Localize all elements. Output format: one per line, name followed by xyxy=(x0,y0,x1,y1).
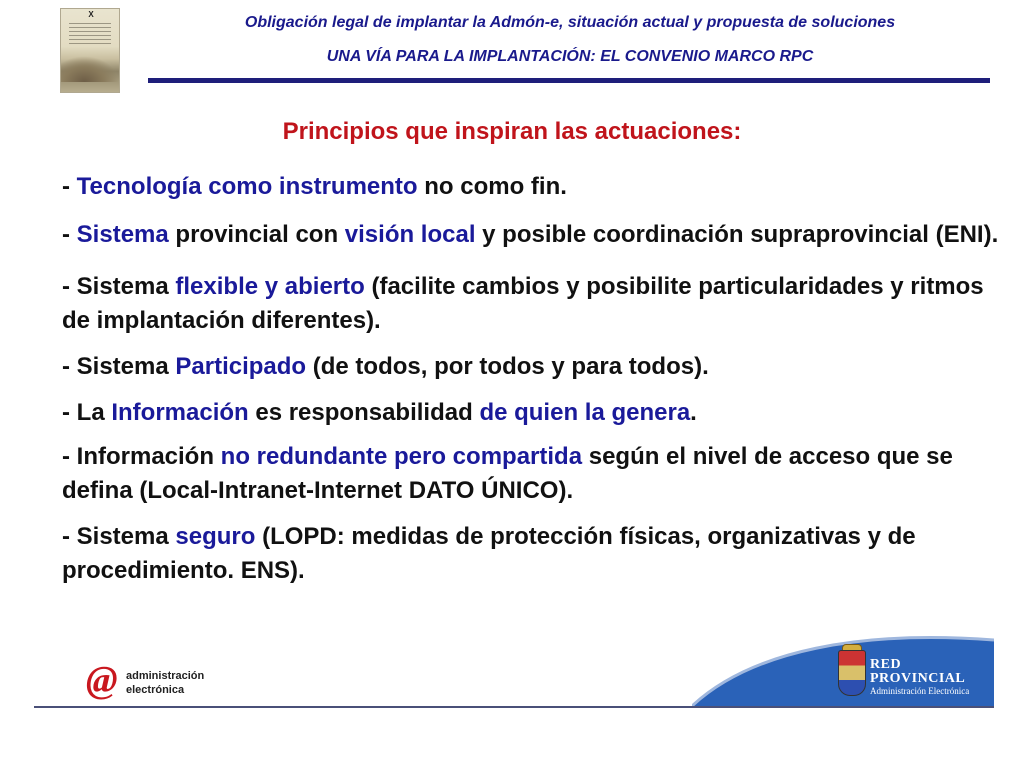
main-heading: Principios que inspiran las actuaciones: xyxy=(282,118,742,145)
text-segment: - Sistema xyxy=(62,273,176,300)
book-cover-text-lines xyxy=(69,23,111,45)
red-provincial-subtitle: Administración Electrónica xyxy=(870,686,970,696)
logo-line-1: administración xyxy=(126,670,205,682)
principle-item xyxy=(62,440,1012,508)
header-title: Obligación legal de implantar la Admón-e, situación actual y propuesta de soluciones xyxy=(244,14,896,31)
highlighted-text: Participado xyxy=(175,353,307,380)
principle-item xyxy=(62,396,1012,430)
header-divider xyxy=(148,78,990,83)
text-segment: - Información xyxy=(62,443,221,470)
text-segment: provincial con xyxy=(168,221,345,248)
red-provincial-logo xyxy=(870,658,965,686)
highlighted-text: Sistema xyxy=(76,221,169,248)
highlighted-text: no redundante pero compartida xyxy=(220,443,583,470)
logo-line-2: electrónica xyxy=(126,684,185,696)
text-segment: - Sistema xyxy=(62,353,176,380)
principle-item xyxy=(62,270,1012,338)
text-segment: (de todos, por todos y para todos). xyxy=(306,353,709,380)
text-segment: y posible coordinación supraprovincial (ENI). xyxy=(475,221,999,248)
coat-of-arms-icon xyxy=(838,650,866,696)
red-provincial-line-1: RED xyxy=(870,657,902,672)
highlighted-text: seguro xyxy=(175,523,256,550)
highlighted-text: visión local xyxy=(344,221,476,248)
highlighted-text: flexible y abierto xyxy=(175,273,365,300)
text-segment: . xyxy=(690,399,697,426)
highlighted-text: de quien la genera xyxy=(479,399,691,426)
header-subtitle: UNA VÍA PARA LA IMPLANTACIÓN: EL CONVENIO MARCO RPC xyxy=(326,48,814,65)
text-segment: es responsabilidad xyxy=(248,399,480,426)
principle-item xyxy=(62,520,1012,588)
text-segment: no como fin. xyxy=(417,173,567,200)
text-segment: - xyxy=(62,221,77,248)
highlighted-text: Información xyxy=(111,399,249,426)
text-segment: - xyxy=(62,173,77,200)
at-sign-logo: @ xyxy=(86,659,118,701)
red-provincial-line-2: PROVINCIAL xyxy=(870,671,966,686)
book-cover-image xyxy=(60,8,120,93)
text-segment: - La xyxy=(62,399,112,426)
principles-list xyxy=(62,170,1012,600)
text-segment: (facilite cambios y posibilite particularidades y ritmos de implantación diferentes). xyxy=(62,273,984,334)
administracion-electronica-logo xyxy=(86,660,216,704)
principle-item xyxy=(62,350,1012,384)
footer-divider xyxy=(34,706,994,708)
principle-item xyxy=(62,218,1012,252)
text-segment: (LOPD: medidas de protección físicas, organizativas y de procedimiento. ENS). xyxy=(62,523,916,584)
text-segment: según el nivel de acceso que se defina (Local-Intranet-Internet DATO ÚNICO). xyxy=(62,443,953,504)
highlighted-text: Tecnología como instrumento xyxy=(76,173,418,200)
book-cover-mark: X xyxy=(88,10,94,19)
principle-item xyxy=(62,170,1012,204)
book-cover-landscape xyxy=(61,56,119,82)
text-segment: - Sistema xyxy=(62,523,176,550)
